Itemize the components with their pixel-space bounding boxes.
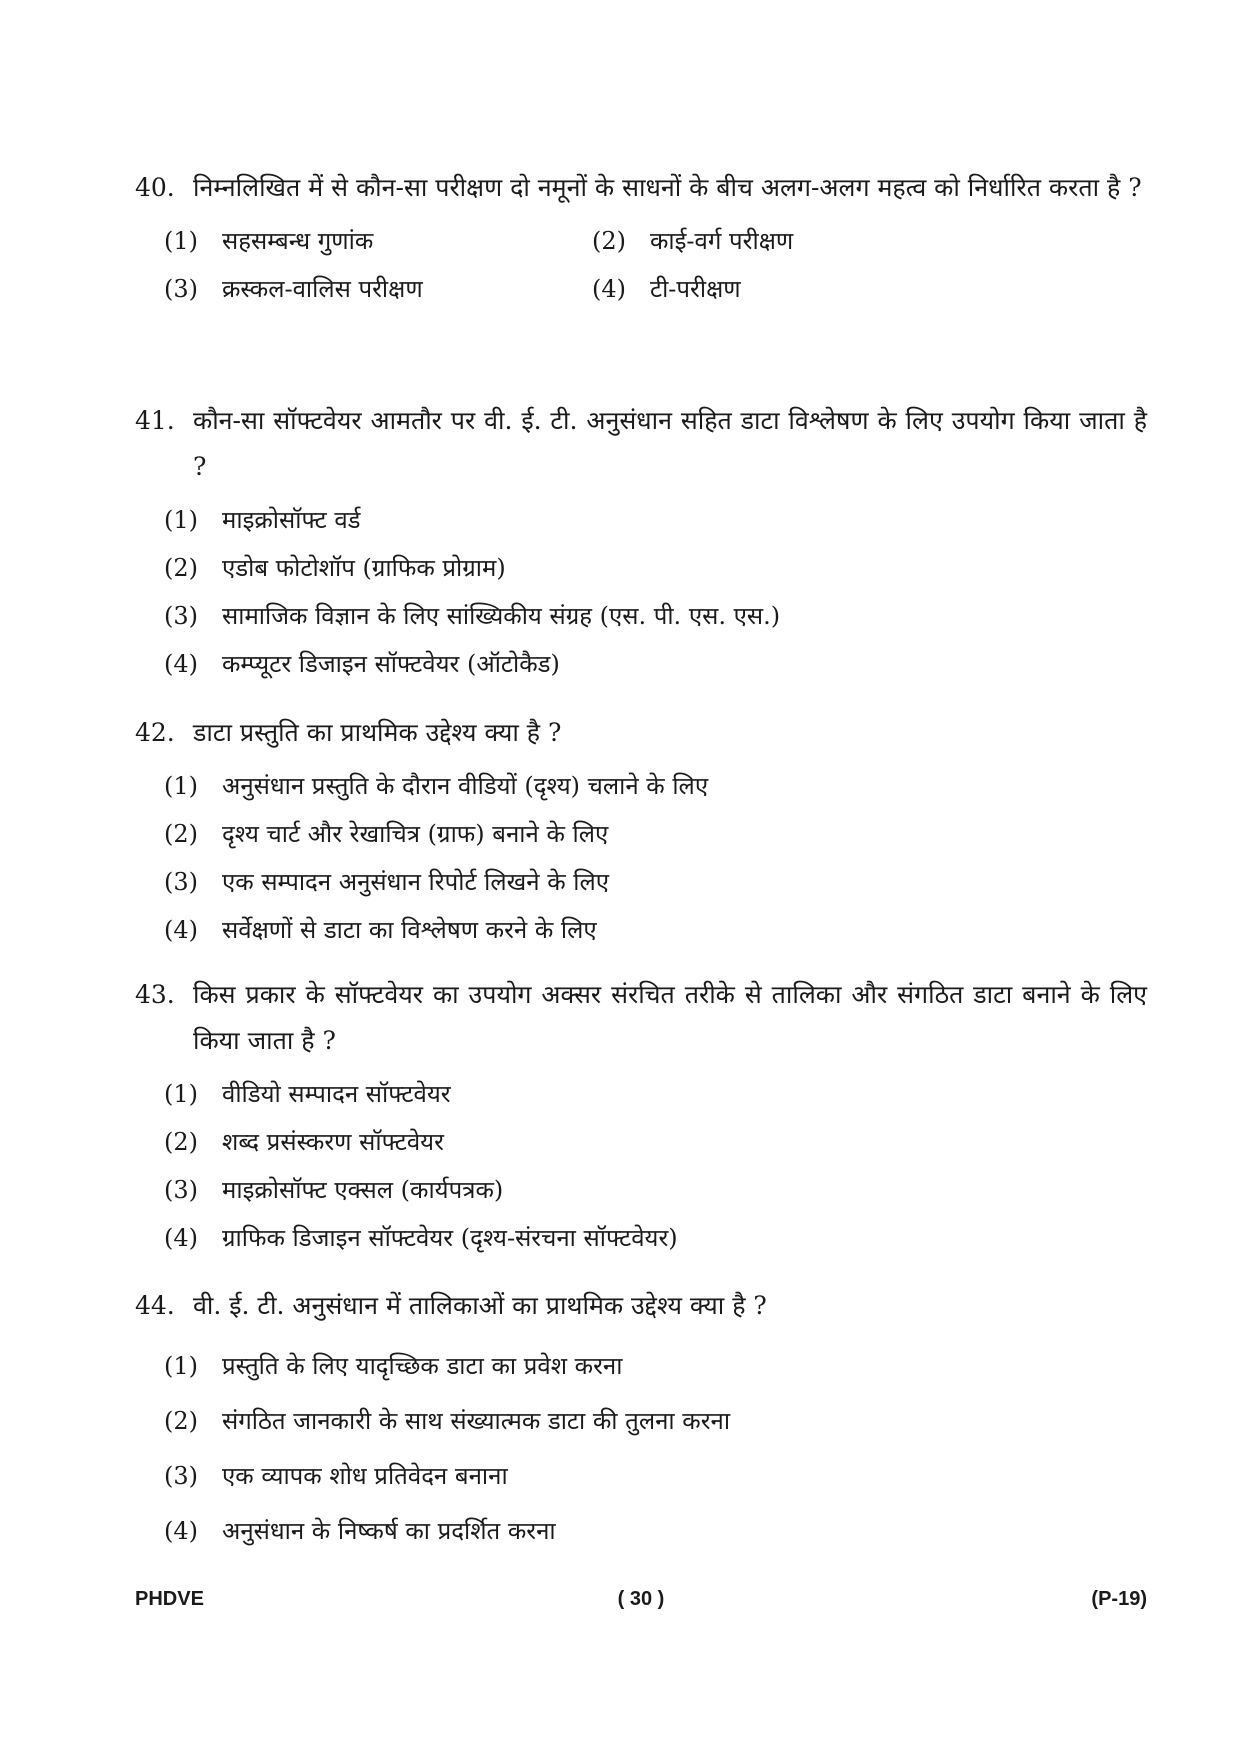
page-number: ( 30 )	[617, 1588, 665, 1610]
option-text: दृश्य चार्ट और रेखाचित्र (ग्राफ) बनाने के लिए	[222, 820, 609, 848]
paper-code: (P-19)	[1091, 1588, 1147, 1610]
option-text: टी-परीक्षण	[650, 275, 741, 303]
question-header	[135, 1283, 1147, 1329]
option-number: (2)	[164, 820, 198, 848]
options-list	[164, 496, 1147, 688]
page-footer	[135, 1588, 1147, 1618]
option-3	[164, 1166, 1147, 1214]
option-3	[164, 858, 1147, 906]
option-text: ग्राफिक डिजाइन सॉफ्टवेयर (दृश्य-संरचना सॉफ्टवेयर)	[222, 1224, 678, 1252]
option-number: (3)	[164, 275, 198, 303]
option-number: (4)	[164, 650, 198, 678]
option-4	[592, 265, 1032, 313]
option-number: (4)	[592, 275, 626, 303]
option-text: वीडियो सम्पादन सॉफ्टवेयर	[222, 1080, 451, 1108]
option-3	[164, 1449, 1147, 1504]
question-number: 41.	[135, 406, 175, 435]
option-1	[164, 496, 1147, 544]
options-list	[164, 1339, 1147, 1559]
option-number: (2)	[164, 1407, 198, 1435]
question-header	[135, 165, 1147, 211]
question-header	[135, 972, 1147, 1064]
option-number: (4)	[164, 1224, 198, 1252]
option-4	[164, 640, 1147, 688]
option-text: कम्प्यूटर डिजाइन सॉफ्टवेयर (ऑटोकैड)	[222, 650, 560, 678]
question-number: 44.	[135, 1291, 175, 1320]
option-2	[592, 217, 1032, 265]
option-1	[164, 762, 1147, 810]
question-text: वी. ई. टी. अनुसंधान में तालिकाओं का प्राथमिक उद्देश्य क्या है ?	[193, 1291, 767, 1320]
question-header	[135, 398, 1147, 490]
option-1	[164, 1339, 1147, 1394]
option-number: (3)	[164, 602, 198, 630]
option-text: सहसम्बन्ध गुणांक	[222, 227, 374, 255]
option-1	[164, 1070, 1147, 1118]
option-number: (2)	[164, 554, 198, 582]
option-number: (1)	[164, 1080, 198, 1108]
question-text: कौन-सा सॉफ्टवेयर आमतौर पर वी. ई. टी. अनुसंधान सहित डाटा विश्लेषण के लिए उपयोग किया जाता है ?	[193, 406, 1147, 481]
question-number: 40.	[135, 173, 175, 202]
option-4	[164, 1504, 1147, 1559]
question-text: निम्नलिखित में से कौन-सा परीक्षण दो नमूनों के साधनों के बीच अलग-अलग महत्व को निर्धारित करता है ?	[193, 173, 1142, 202]
question-text: किस प्रकार के सॉफ्टवेयर का उपयोग अक्सर संरचित तरीके से तालिका और संगठित डाटा बनाने के लिए किया जाता है ?	[193, 980, 1147, 1055]
option-text: एक सम्पादन अनुसंधान रिपोर्ट लिखने के लिए	[222, 868, 610, 896]
option-text: माइक्रोसॉफ्ट एक्सल (कार्यपत्रक)	[222, 1176, 504, 1204]
option-text: प्रस्तुति के लिए यादृच्छिक डाटा का प्रवेश करना	[222, 1352, 623, 1380]
question-40	[135, 165, 1147, 313]
option-4	[164, 906, 1147, 954]
option-2	[164, 1394, 1147, 1449]
option-3	[164, 265, 592, 313]
option-text: एडोब फोटोशॉप (ग्राफिक प्रोग्राम)	[222, 554, 506, 582]
option-2	[164, 544, 1147, 592]
option-text: संगठित जानकारी के साथ संख्यात्मक डाटा की तुलना करना	[222, 1407, 731, 1435]
option-text: सामाजिक विज्ञान के लिए सांख्यिकीय संग्रह (एस. पी. एस. एस.)	[222, 602, 781, 630]
option-number: (1)	[164, 772, 198, 800]
option-number: (4)	[164, 1517, 198, 1545]
question-41	[135, 398, 1147, 688]
option-number: (1)	[164, 227, 198, 255]
question-43	[135, 972, 1147, 1262]
option-text: अनुसंधान प्रस्तुति के दौरान वीडियों (दृश्य) चलाने के लिए	[222, 772, 709, 800]
option-text: क्रस्कल-वालिस परीक्षण	[222, 275, 423, 303]
options-list	[164, 1070, 1147, 1262]
options-list	[164, 217, 1147, 313]
question-44	[135, 1283, 1147, 1559]
option-text: माइक्रोसॉफ्ट वर्ड	[222, 506, 361, 534]
option-number: (4)	[164, 916, 198, 944]
option-number: (2)	[164, 1128, 198, 1156]
option-number: (3)	[164, 1176, 198, 1204]
option-text: एक व्यापक शोध प्रतिवेदन बनाना	[222, 1462, 508, 1490]
question-text: डाटा प्रस्तुति का प्राथमिक उद्देश्य क्या है ?	[193, 718, 562, 747]
option-4	[164, 1214, 1147, 1262]
question-42	[135, 710, 1147, 954]
option-text: काई-वर्ग परीक्षण	[650, 227, 794, 255]
option-2	[164, 810, 1147, 858]
option-number: (1)	[164, 1352, 198, 1380]
exam-code: PHDVE	[135, 1588, 204, 1610]
option-text: शब्द प्रसंस्करण सॉफ्टवेयर	[222, 1128, 444, 1156]
option-text: अनुसंधान के निष्कर्ष का प्रदर्शित करना	[222, 1517, 556, 1545]
option-3	[164, 592, 1147, 640]
option-number: (3)	[164, 868, 198, 896]
option-2	[164, 1118, 1147, 1166]
question-header	[135, 710, 1147, 756]
options-list	[164, 762, 1147, 954]
question-number: 42.	[135, 718, 175, 747]
option-1	[164, 217, 592, 265]
option-number: (2)	[592, 227, 626, 255]
option-number: (3)	[164, 1462, 198, 1490]
question-number: 43.	[135, 980, 175, 1009]
option-number: (1)	[164, 506, 198, 534]
option-text: सर्वेक्षणों से डाटा का विश्लेषण करने के लिए	[222, 916, 597, 944]
